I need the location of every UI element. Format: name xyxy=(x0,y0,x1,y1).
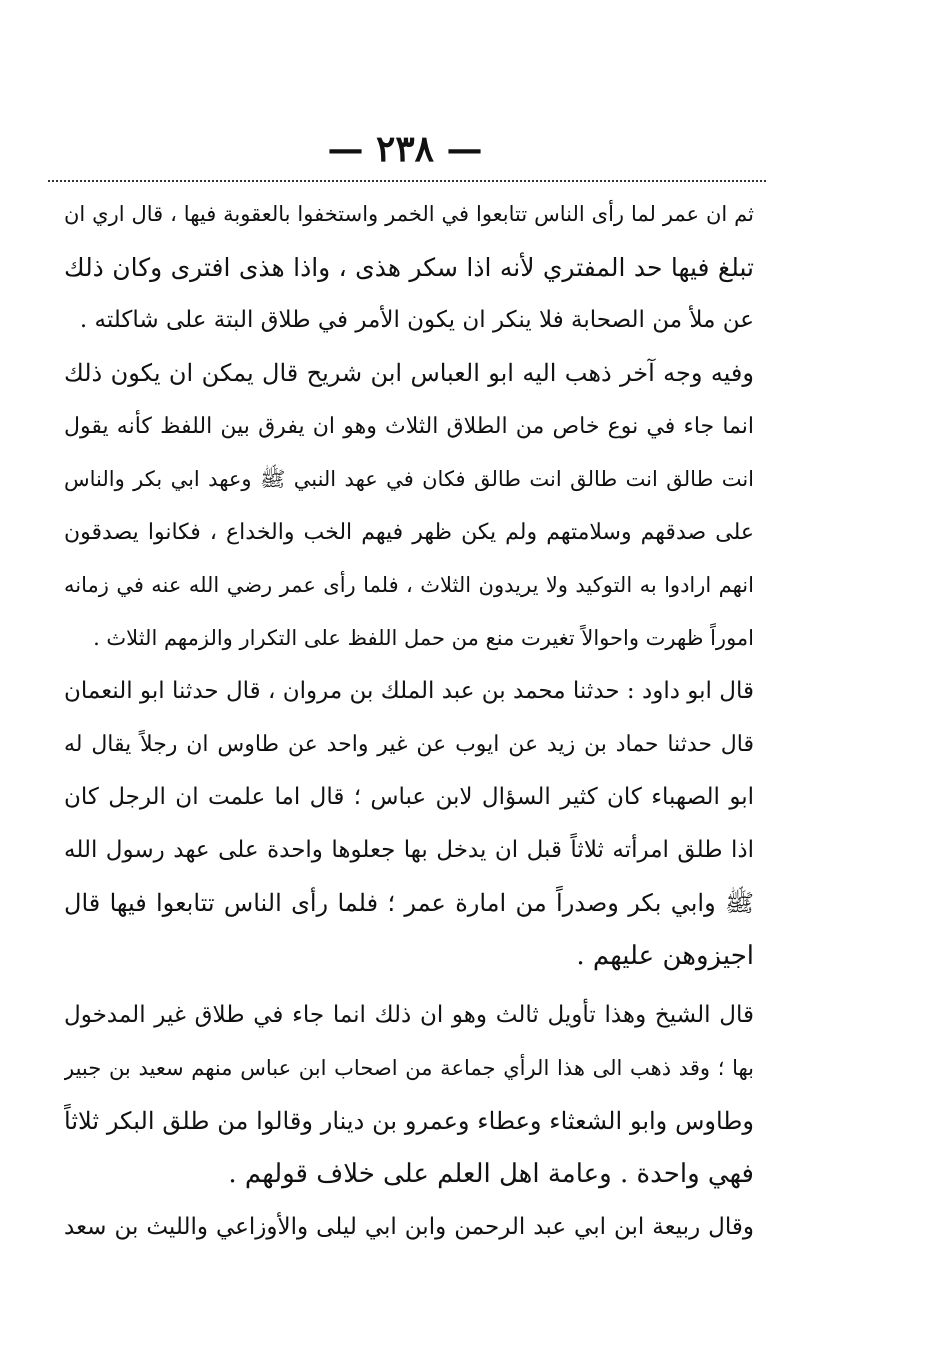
paragraph xyxy=(64,347,754,665)
text-line: اموراً ظهرت واحوالاً تغيرت منع من حمل اللفظ على التكرار والزمهم الثلاث . xyxy=(93,626,754,650)
text-line: اجيزوهن عليهم . xyxy=(576,941,754,971)
text-line: بها ؛ وقد ذهب الى هذا الرأي جماعة من اصحاب ابن عباس منهم سعيد بن جبير xyxy=(64,1056,754,1080)
text-line: انهم ارادوا به التوكيد ولا يريدون الثلاث ، فلما رأى عمر رضي الله عنه في زمانه xyxy=(64,573,754,597)
text-line: ﷺ وابي بكر وصدراً من امارة عمر ؛ فلما رأى الناس تتابعوا فيها قال xyxy=(64,889,754,917)
text-line: عن ملأ من الصحابة فلا ينكر ان يكون الأمر في طلاق البتة على شاكلته . xyxy=(79,307,754,333)
text-line: وقال ربيعة ابن ابي عبد الرحمن وابن ابي ليلى والأوزاعي والليث بن سعد xyxy=(64,1214,754,1240)
text-line: وفيه وجه آخر ذهب اليه ابو العباس ابن شريح قال يمكن ان يكون ذلك xyxy=(64,359,754,387)
text-line: انما جاء في نوع خاص من الطلاق الثلاث وهو ان يفرق بين اللفظ كأنه يقول xyxy=(64,414,754,439)
paragraph xyxy=(64,989,754,1201)
body-text xyxy=(64,188,754,1254)
paragraph xyxy=(64,188,754,347)
paragraph xyxy=(64,1201,754,1254)
text-line: قال الشيخ وهذا تأويل ثالث وهو ان ذلك انما جاء في طلاق غير المدخول xyxy=(64,1002,754,1028)
text-line: قال ابو داود : حدثنا محمد بن عبد الملك بن مروان ، قال حدثنا ابو النعمان xyxy=(64,678,754,704)
text-line: قال حدثنا حماد بن زيد عن ايوب عن غير واحد عن طاوس ان رجلاً يقال له xyxy=(64,732,754,757)
text-line: وطاوس وابو الشعثاء وعطاء وعمرو بن دينار وقالوا من طلق البكر ثلاثاً xyxy=(64,1107,754,1135)
text-line: ثم ان عمر لما رأى الناس تتابعوا في الخمر واستخفوا بالعقوبة فيها ، قال اري ان xyxy=(64,202,754,226)
text-line: على صدقهم وسلامتهم ولم يكن ظهر فيهم الخب والخداع ، فكانوا يصدقون xyxy=(64,520,754,545)
text-line: تبلغ فيها حد المفتري لأنه اذا سكر هذى ، واذا هذى افترى وكان ذلك xyxy=(64,253,754,282)
text-line: انت طالق انت طالق انت طالق فكان في عهد النبي ﷺ وعهد ابي بكر والناس xyxy=(64,467,754,491)
text-line: فهي واحدة . وعامة اهل العلم على خلاف قولهم . xyxy=(228,1159,754,1189)
text-line: ابو الصهباء كان كثير السؤال لابن عباس ؛ قال اما علمت ان الرجل كان xyxy=(64,784,754,810)
text-line: اذا طلق امرأته ثلاثاً قبل ان يدخل بها جعلوها واحدة على عهد رسول الله xyxy=(64,837,754,863)
header-rule xyxy=(48,180,766,182)
paragraph xyxy=(64,665,754,983)
page-number: — ٢٣٨ — xyxy=(327,128,483,170)
